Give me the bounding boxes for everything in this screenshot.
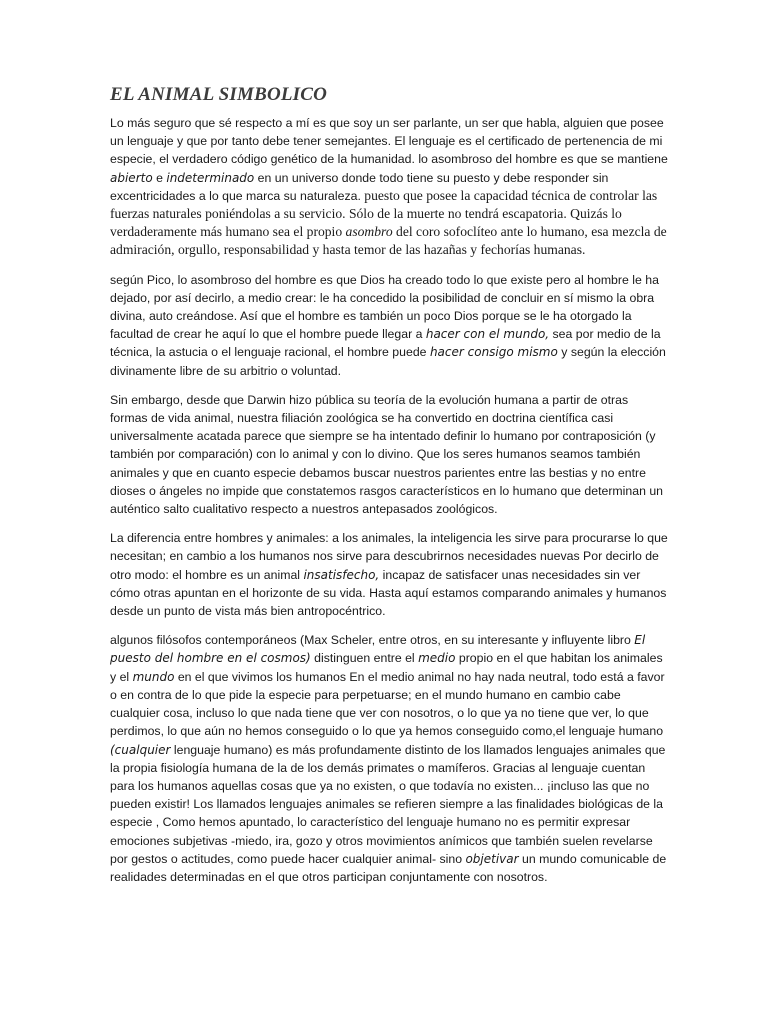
p2-text-a: según Pico, lo asombroso del hombre es que Dios ha creado todo lo que existe pero al hombre le ha dejado, por así decirlo, a medio crear: le ha concedido la posibilidad de concluir en sí mismo la obra divina, auto creándose. Así que el hombre es también un poco Dios porque se le ha otorgado la facultad de crear he aquí lo que el hombre puede llegar a: [110, 272, 659, 342]
p2-text-c: sea por medio de la técnica, la astucia o el lenguaje racional, el hombre puede: [110, 327, 661, 360]
document-title: EL ANIMAL SIMBOLICO: [110, 84, 328, 105]
p5-text-a: algunos filósofos contemporáneos (Max Scheler, entre otros, en su interesante y influyente libro: [110, 633, 635, 648]
p1-emphasis-abierto: abierto: [110, 170, 153, 185]
p5-text-e: propio en el que habitan los animales y el: [110, 651, 663, 684]
p5-text-g: en el que vivimos los humanos En el medio animal no hay nada neutral, todo está a favor o en contra de lo que pide la especie para perpetuarse; en el mundo humano en cambio cabe cualquier cosa, incluso lo que nada tiene que ver con nosotros, o lo que ya no tiene que ver, lo que perdimos, lo que aún no hemos conseguido o lo que ya hemos conseguido como,el lenguaje humano: [110, 669, 665, 739]
p1-emphasis-indeterminado: indeterminado: [166, 170, 255, 185]
p1-text-a: Lo más seguro que sé respecto a mí es que soy un ser parlante, un ser que habla, alguien que posee un lenguaje y que por tanto debe tener semejantes. El lenguaje es el certificado de pertenencia de mi especie, el verdadero código genético de la humanidad. lo asombroso del hombre es que se mantiene: [110, 116, 668, 167]
p5-text-c: distinguen entre el: [310, 651, 419, 666]
p4-text-c: incapaz de satisfacer unas necesidades sin ver cómo otras apuntan en el horizonte de su vida. Hasta aquí estamos comparando animales y humanos desde un punto de vista más bien antropocéntrico.: [110, 567, 667, 619]
p4-text-a: La diferencia entre hombres y animales: a los animales, la inteligencia les sirve para procurarse lo que necesitan; en cambio a los humanos nos sirve para descubrirnos necesidades nuevas Por decirlo de otro modo: el hombre es un animal: [110, 531, 668, 582]
paragraph-4: [110, 529, 668, 620]
paragraph-3: Sin embargo, desde que Darwin hizo pública su teoría de la evolución humana a partir de otras formas de vida animal, nuestra filiación zoológica se ha convertido en doctrina científica casi universalmente acatada parece que siempre se ha intentado definir lo humano por contraposición (y también por comparación) con lo animal y con lo divino. Que los seres humanos seamos también animales y que en cuanto especie debamos buscar nuestros parientes entre las bestias y no entre dioses o ángeles no impide que constatemos rasgos característicos en lo humano que determinan un auténtico salto cualitativo respecto a nuestros antepasados zoológicos.: [110, 392, 664, 517]
p5-emphasis-book-title: El puesto del hombre en el cosmos): [110, 633, 646, 666]
p4-emphasis-insatisfecho: insatisfecho,: [303, 567, 380, 582]
p1-text-e: en un universo donde todo tiene su puesto y debe responder sin excentricidades a lo que marca su naturaleza.: [110, 170, 609, 203]
paragraph-2: [110, 271, 668, 380]
p5-emphasis-mundo: mundo: [132, 669, 175, 684]
p5-emphasis-objetivar: objetivar: [465, 851, 519, 866]
paragraph-1: [110, 114, 668, 260]
p5-text-k: un mundo comunicable de realidades determinadas en el que otros participan conjuntamente con nosotros.: [110, 851, 667, 884]
p1-emphasis-asombro: asombro: [345, 224, 393, 240]
p2-emphasis-hacer-con-el-mundo: hacer con el mundo,: [425, 327, 550, 342]
paragraph-5: [110, 631, 668, 886]
p5-emphasis-cualquier: (cualquier: [110, 742, 171, 757]
p1-text-h: del coro sofoclíteo ante lo humano, esa mezcla de admiración, orgullo, responsabilidad y hasta temor de las hazañas y fechorías humanas.: [110, 224, 667, 258]
p5-text-i: lenguaje humano) es más profundamente distinto de los llamados lenguajes animales que la propia fisiología humana de la de los demás primates o mamíferos. Gracias al lenguaje cuentan para los humanos aquellas cosas que ya no existen, o que todavía no existen... ¡incluso las que no pueden existir! Los llamados lenguajes animales se refieren siempre a las finalidades biológicas de la especie , Como hemos apuntado, lo característico del lenguaje humano no es permitir expresar emociones subjetivas -miedo, ira, gozo y otros movimientos anímicos que también suelen revelarse por gestos o actitudes, como puede hacer cualquier animal- sino: [110, 742, 666, 866]
p5-emphasis-medio: medio: [418, 651, 456, 666]
p2-emphasis-hacer-consigo-mismo: hacer consigo mismo: [429, 345, 558, 360]
p1-text-f: puesto que posee la capacidad técnica de controlar las fuerzas naturales poniéndolas a su servicio. Sólo de la muerte no tendrá escapatoria. Quizás lo verdaderamente más humano sea el propio: [110, 187, 658, 240]
p1-text-c: e: [152, 170, 167, 185]
p2-text-e: y según la elección divinamente libre de su arbitrio o voluntad.: [110, 345, 666, 378]
